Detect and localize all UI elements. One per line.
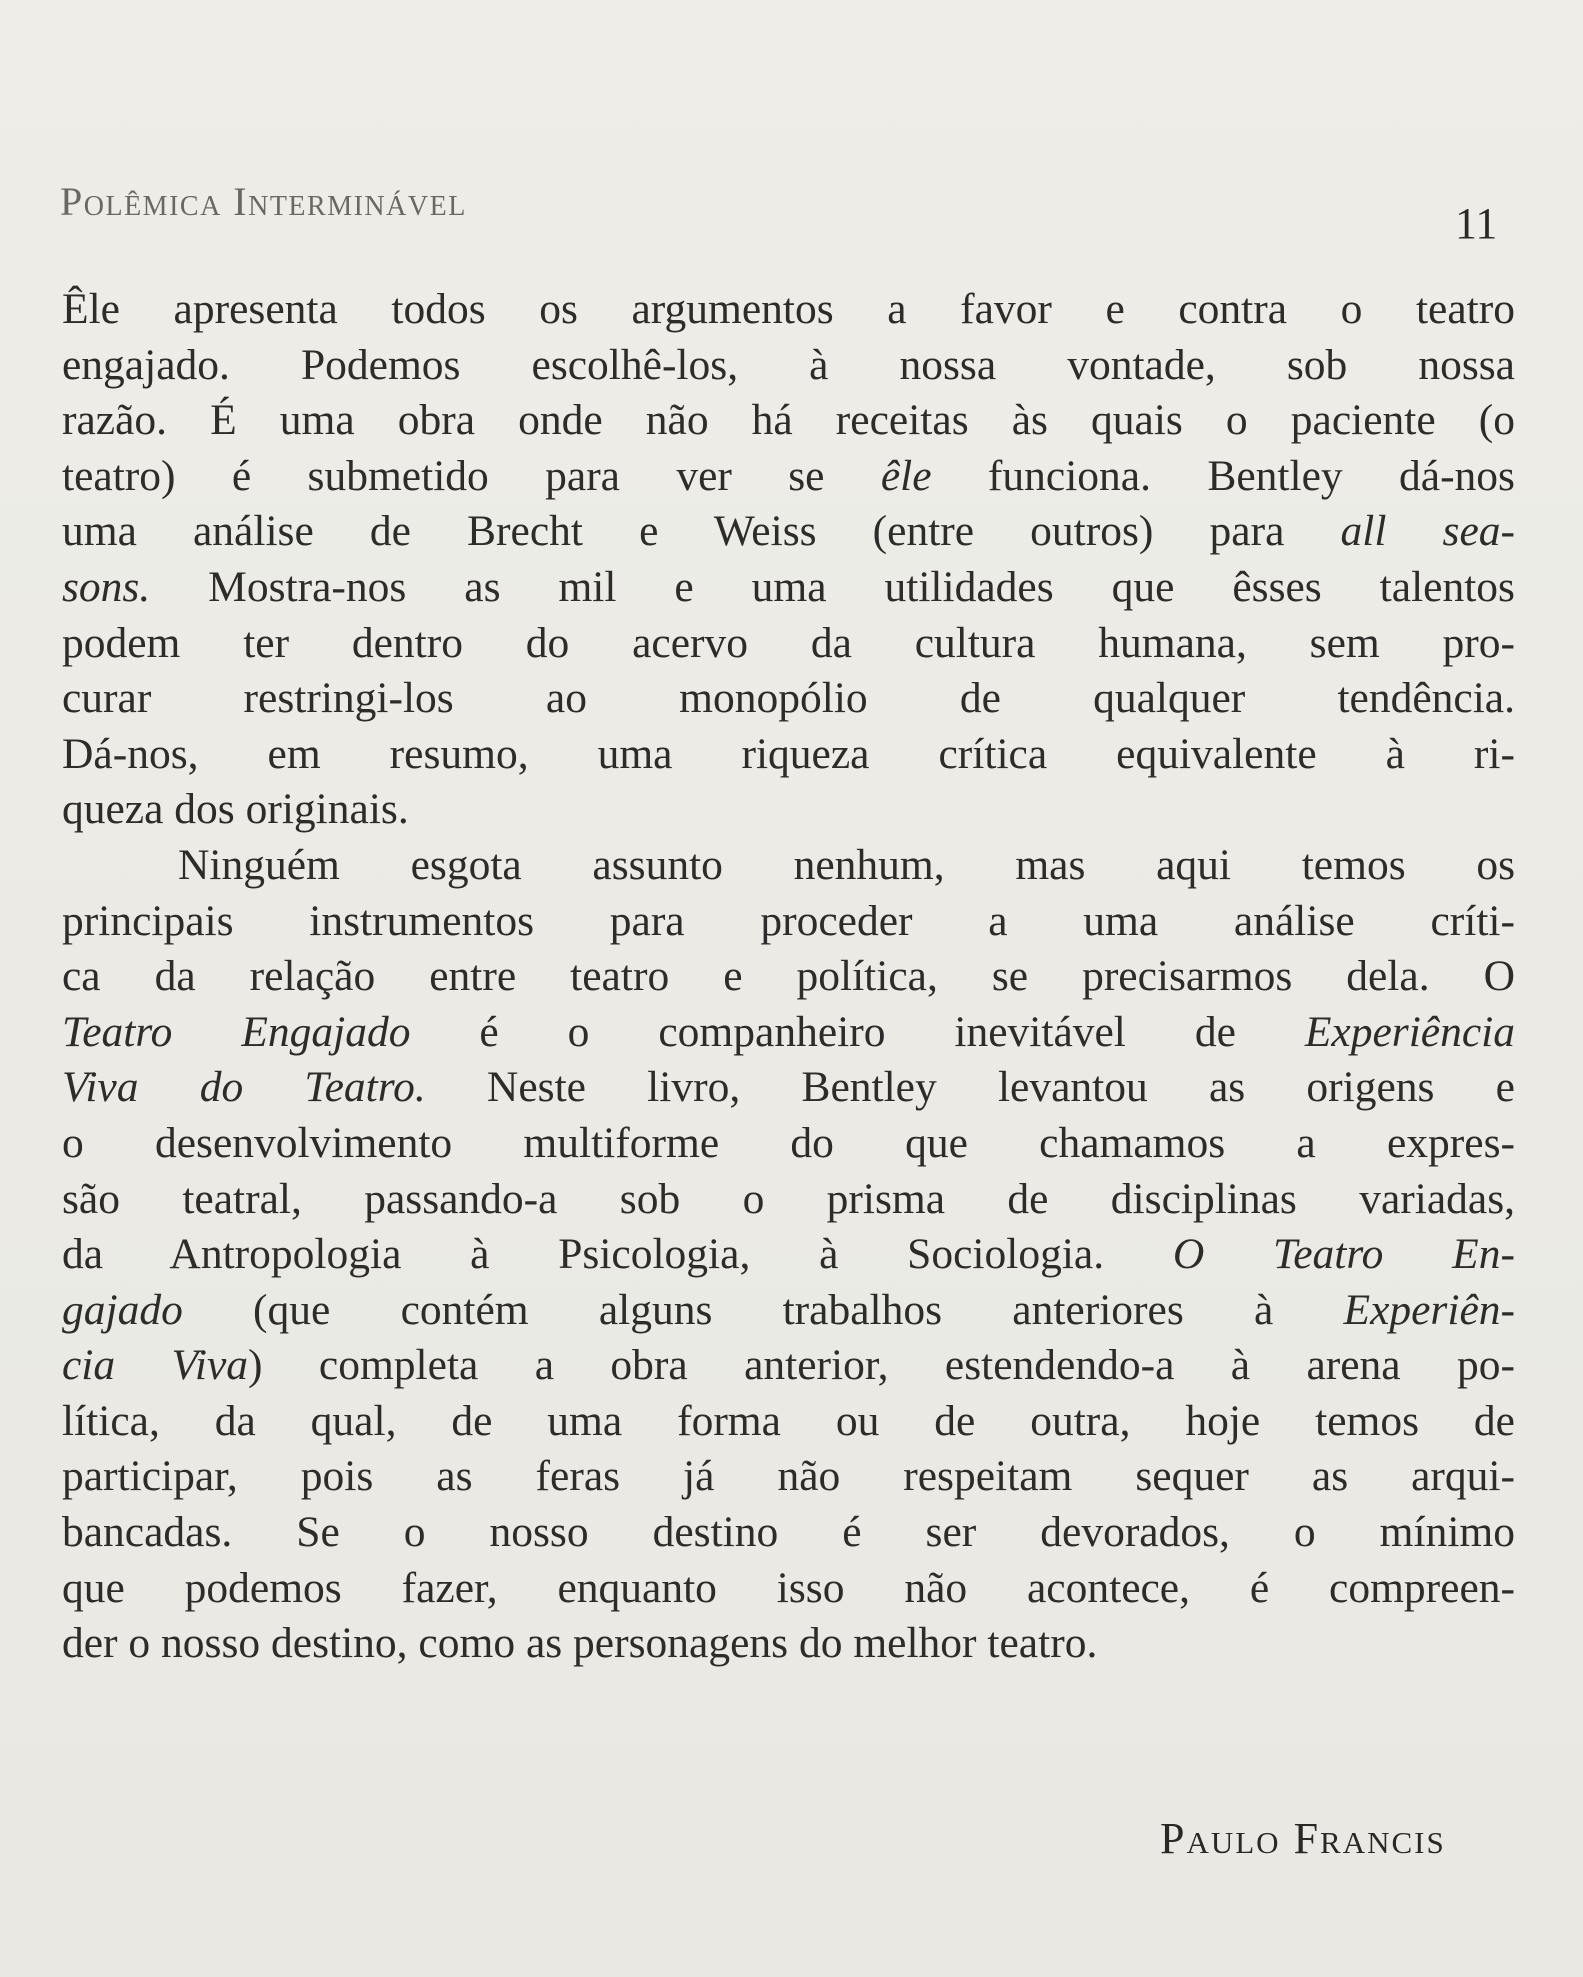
paragraph-2 xyxy=(62,838,1515,1672)
author-signature: Paulo Francis xyxy=(1160,1814,1446,1863)
text-line: lítica, da qual, de uma forma ou de outra, hoje temos de xyxy=(62,1396,1515,1445)
text-line xyxy=(62,1338,1515,1394)
text-line xyxy=(62,560,1515,616)
italic-title: gajado xyxy=(62,1285,183,1334)
text-line: curar restringi-los ao monopólio de qualquer tendência. xyxy=(62,674,1515,723)
page-number: 11 xyxy=(1455,199,1498,248)
paragraph-1 xyxy=(62,282,1515,838)
text-line: engajado. Podemos escolhê-los, à nossa vontade, sob nossa xyxy=(62,340,1515,389)
text-line xyxy=(62,1227,1515,1283)
text-run: é o companheiro inevitável de xyxy=(410,1007,1305,1056)
body-text xyxy=(62,282,1515,1672)
text-line: queza dos originais. xyxy=(62,785,409,834)
text-run: uma análise de Brecht e Weiss (entre outros) para xyxy=(62,507,1341,556)
text-line: o desenvolvimento multiforme do que chamamos a expres- xyxy=(62,1118,1515,1167)
text-line: bancadas. Se o nosso destino é ser devorados, o mínimo xyxy=(62,1508,1515,1557)
text-line: principais instrumentos para proceder a uma análise críti- xyxy=(62,896,1515,945)
text-run: ) completa a obra anterior, estendendo-a à arena po- xyxy=(248,1341,1515,1390)
italic-title: Viva do Teatro. xyxy=(62,1063,426,1112)
text-line: participar, pois as feras já não respeitam sequer as arqui- xyxy=(62,1452,1515,1501)
italic-title: Teatro Engajado xyxy=(62,1007,411,1056)
italic-title: sons. xyxy=(62,562,151,611)
text-line: Ninguém esgota assunto nenhum, mas aqui temos os xyxy=(178,840,1515,889)
text-run: teatro) é submetido para ver se xyxy=(62,451,881,500)
text-line xyxy=(62,1283,1515,1339)
italic-title: Experiên- xyxy=(1343,1285,1515,1334)
text-line: podem ter dentro do acervo da cultura humana, sem pro- xyxy=(62,618,1515,667)
text-line: Êle apresenta todos os argumentos a favor e contra o teatro xyxy=(62,285,1515,333)
italic-title: êle xyxy=(880,451,932,500)
text-run: da Antropologia à Psicologia, à Sociologia. xyxy=(62,1230,1173,1279)
italic-title: cia Viva xyxy=(62,1341,249,1390)
text-run: funciona. Bentley dá-nos xyxy=(931,451,1515,500)
text-run: Neste livro, Bentley levantou as origens e xyxy=(425,1063,1515,1112)
text-line: ca da relação entre teatro e política, se precisarmos dela. O xyxy=(62,952,1515,1001)
text-run: Mostra-nos as mil e uma utilidades que êsses talentos xyxy=(150,562,1515,611)
text-line xyxy=(62,1060,1515,1116)
running-title: Polêmica Interminável xyxy=(60,179,467,224)
text-line xyxy=(62,504,1515,560)
text-line: der o nosso destino, como as personagens do melhor teatro. xyxy=(62,1619,1098,1668)
italic-title: Experiência xyxy=(1304,1007,1515,1056)
text-line: que podemos fazer, enquanto isso não acontece, é compreen- xyxy=(62,1563,1515,1612)
text-line: Dá-nos, em resumo, uma riqueza crítica equivalente à ri- xyxy=(62,729,1515,778)
text-line xyxy=(62,1005,1515,1061)
text-line xyxy=(62,449,1515,505)
italic-title: O Teatro En- xyxy=(1172,1230,1515,1279)
text-run: (que contém alguns trabalhos anteriores à xyxy=(182,1285,1344,1334)
text-line: razão. É uma obra onde não há receitas às quais o paciente (o xyxy=(62,396,1515,445)
text-line: são teatral, passando-a sob o prisma de disciplinas variadas, xyxy=(62,1174,1515,1223)
italic-title: all sea- xyxy=(1340,507,1515,556)
